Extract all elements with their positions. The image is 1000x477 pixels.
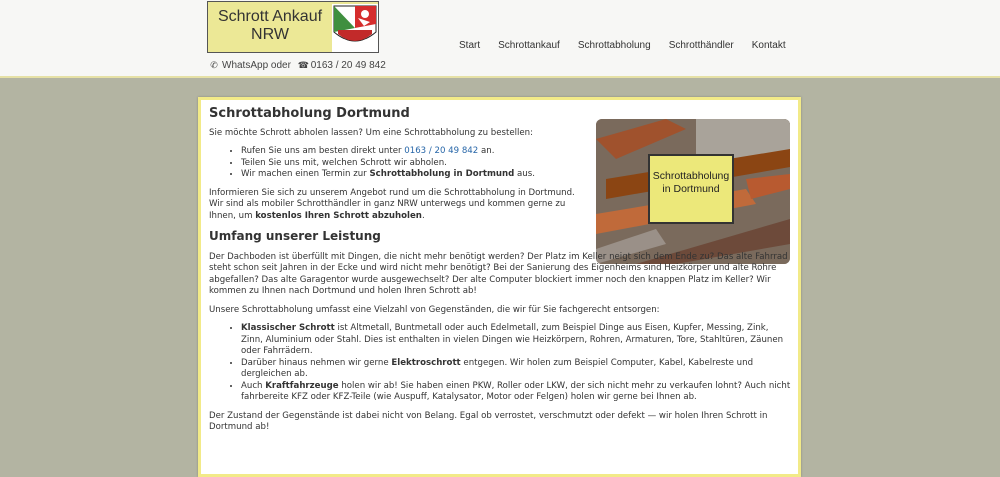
step1-text: Rufen Sie uns am besten direkt unter <box>241 146 405 156</box>
step1-post: an. <box>478 146 495 156</box>
info-text <box>209 188 589 223</box>
info-post: . <box>421 210 425 221</box>
nav-start[interactable]: Start <box>459 40 481 51</box>
nav-schrottabholung[interactable]: Schrottabholung <box>577 40 651 51</box>
or-label: oder <box>270 60 291 71</box>
list-item <box>241 158 589 170</box>
nav-schrottankauf[interactable]: Schrottankauf <box>498 40 560 51</box>
hero-sign: Schrottabholung in Dortmund <box>648 154 734 224</box>
list-item <box>241 146 589 158</box>
services-list <box>209 323 792 404</box>
article <box>209 108 792 441</box>
list-item <box>241 169 589 181</box>
item3-text: holen wir ab! Sie haben einen PKW, Roller oder LKW, der sich nicht mehr zu verkaufen lohnt? Auch nicht fahrbereite KFZ oder KFZ-Teile (wie Auspuff, Katalysator, Motor oder Felgen) holen wir gerne bei Ihnen ab. <box>241 380 791 402</box>
phone-link[interactable]: 0163 / 20 49 842 <box>310 60 386 71</box>
info-pre: Informieren Sie sich zu unserem Angebot rund um die Schrottabholung in Dortmund. Wir sind als mobiler Schrotthändler in ganz NRW unterwegs und kommen gerne zu Ihnen, um <box>209 187 575 221</box>
item1-text: ist Altmetall, Buntmetall oder auch Edelmetall, zum Beispiel Dinge aus Eisen, Kupfer, Messing, Zink, Zinn, Aluminium oder Stahl. Dies ist enthalten in vielen Dingen wie Heizkörpern, Rohren, Armaturen, Tore, Stahltüren, Zäunen oder Fahrrädern. <box>241 323 784 356</box>
item2-pre: Darüber hinaus nehmen wir gerne <box>241 357 392 368</box>
item3-pre: Auch <box>241 380 266 391</box>
contact-line <box>209 60 386 71</box>
intro-text: Sie möchte Schrott abholen lassen? Um eine Schrottabholung zu bestellen: <box>209 127 534 138</box>
main-nav <box>450 40 795 51</box>
logo-text: Schrott Ankauf NRW <box>217 8 323 43</box>
whatsapp-link[interactable]: WhatsApp <box>222 60 269 71</box>
steps-list <box>209 146 589 181</box>
item2-bold: Elektroschrott <box>391 357 461 368</box>
site-header <box>0 0 1000 78</box>
whatsapp-icon: ✆ <box>210 60 218 70</box>
phone-icon: ☎ <box>297 60 309 70</box>
item2-text: entgegen. Wir holen zum Beispiel Computer, Kabel, Kabelreste und dergleichen ab. <box>241 357 754 379</box>
item3-bold: Kraftfahrzeuge <box>265 380 339 391</box>
step3-bold: Schrottabholung in Dortmund <box>369 169 515 179</box>
step3-text: Wir machen einen Termin zur <box>241 169 370 179</box>
nav-kontakt[interactable]: Kontakt <box>751 40 786 51</box>
site-logo[interactable] <box>207 1 379 53</box>
nav-schrotthaendler[interactable]: Schrotthändler <box>668 40 734 51</box>
step1-phone-link[interactable]: 0163 / 20 49 842 <box>404 146 479 156</box>
section-heading: Umfang unserer Leistung <box>209 229 381 243</box>
list-item <box>241 358 792 381</box>
item1-bold: Klassischer Schrott <box>241 323 335 333</box>
step2-text: Teilen Sie uns mit, welchen Schrott wir abholen. <box>241 157 447 168</box>
para-zustand: Der Zustand der Gegenstände ist dabei nicht von Belang. Egal ob verrostet, verschmutzt oder defekt — wir holen Ihren Schrott in Dortmund ab! <box>209 410 768 432</box>
content-panel <box>198 97 801 477</box>
step3-post: aus. <box>514 169 535 179</box>
info-bold: kostenlos Ihren Schrott abzuholen <box>255 210 422 221</box>
page-title: Schrottabholung Dortmund <box>209 106 410 121</box>
para-dachboden: Der Dachboden ist überfüllt mit Dingen, die nicht mehr benötigt werden? Der Platz im Keller neigt sich dem Ende zu? Das alte Fahrrad steht schon seit Jahren in der Ecke und wird nicht mehr benötigt? Bei der Sanierung des Eigenheims sind Heizkörper und alte Rohre abgefallen? Das alte Garagentor wurde ausgewechselt? Der alte Computer blockiert immer noch den knappen Platz im Keller? Wir kommen zu Ihnen nach Dortmund und holen Ihren Schrott ab! <box>209 251 788 296</box>
list-item <box>241 323 792 358</box>
intro-block <box>209 128 589 243</box>
list-item <box>241 381 792 404</box>
para-umfang: Unsere Schrottabholung umfasst eine Vielzahl von Gegenständen, die wir für Sie fachgerecht entsorgen: <box>209 304 660 315</box>
nrw-crest-icon <box>332 4 378 52</box>
